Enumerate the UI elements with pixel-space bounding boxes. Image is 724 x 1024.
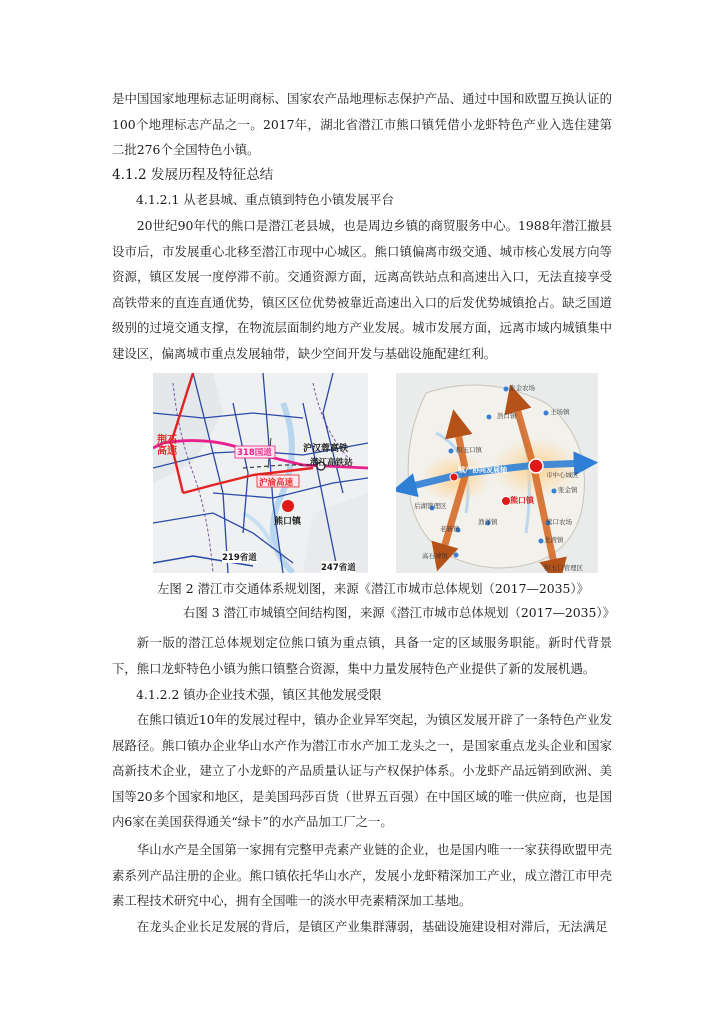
paragraph-intro: 是中国国家地理标志证明商标、国家农产品地理标志保护产品、通过中国和欧盟互换认证的100个地理标志产品之一。2017年，湖北省潜江市熊口镇凭借小龙虾特色产业入选住建第二批276个全国特色小镇。 bbox=[112, 91, 612, 157]
map-label-town-nw: 积玉口镇 bbox=[456, 446, 482, 454]
map-label-expressway-west: 荆石 高速 bbox=[157, 435, 177, 457]
subsection-heading-4-1-2-2: 4.1.2.2 镇办企业技术强，镇区其他发展受限 bbox=[136, 687, 382, 702]
map-label-town-e: 张金镇 bbox=[558, 486, 578, 494]
traffic-system-map bbox=[153, 373, 368, 573]
subsection-heading-4-1-2-1: 4.1.2.1 从老县城、重点镇到特色小镇发展平台 bbox=[136, 192, 394, 207]
figure-caption-left: 左图 2 潜江市交通体系规划图，来源《潜江市城市总体规划（2017—2035）》 bbox=[157, 581, 589, 596]
map-label-town-sw2: 渔洋镇 bbox=[478, 518, 498, 526]
map-label-town-w: 后湖管理区 bbox=[414, 502, 447, 510]
map-label-hurong-exp: 沪渝高速 bbox=[259, 478, 294, 488]
map-label-xiongkou-town: 熊口镇 bbox=[510, 496, 534, 505]
paragraph-huashan: 华山水产是全国第一家拥有完整甲壳素产业链的企业，也是国内唯一一家获得欧盟甲壳素系列产品注册的企业。熊口镇依托华山水产，发展小龙虾精深加工产业，成立潜江市甲壳素工程技术研究中心，拥有全国唯一的淡水甲壳素精深加工基地。 bbox=[112, 842, 612, 908]
spatial-structure-map bbox=[396, 373, 598, 573]
map-label-town-s2: 高石碑镇 bbox=[422, 552, 448, 560]
map-label-town-far-s: 积玉口管理区 bbox=[544, 564, 583, 572]
figure-caption-right: 右图 3 潜江市城镇空间结构图，来源《潜江市城市总体规划（2017—2035）》 bbox=[183, 605, 615, 620]
map-label-town-se: 龙湾镇 bbox=[544, 536, 564, 544]
paragraph-leading-enterprise: 在龙头企业长足发展的背后，是镇区产业集群薄弱，基础设施建设相对滞后，无法满足 bbox=[136, 919, 608, 934]
map-label-center: 市中心城区 bbox=[546, 471, 579, 479]
map-label-qianjiang-station: 潜江高铁站 bbox=[310, 458, 353, 468]
paragraph-history: 20世纪90年代的熊口是潜江老县城，也是周边乡镇的商贸服务中心。1988年潜江撤县设市后，市发展重心北移至潜江市现中心城区。熊口镇偏离市级交通、城市核心发展方向等资源，镇区发展一度停滞不前。交通资源方面，远离高铁站点和高速出入口，无法直接享受高铁带来的直连直通优势，镇区区位优势被靠近高速出入口的后发优势城镇抢占。缺乏国道级别的过境交通支撑，在物流层面制约地方产业发展。城市发展方面，远离市域内城镇集中建设区，偏离城市重点发展轴带，缺少空间开发与基础设施配建红利。 bbox=[112, 218, 612, 361]
section-heading-4-1-2: 4.1.2 发展历程及特征总结 bbox=[112, 167, 274, 183]
map-label-national-318: 318国道 bbox=[237, 448, 272, 458]
map-label-town-s1: 熊口农场 bbox=[546, 518, 572, 526]
map-label-town-north: 浩口镇 bbox=[497, 412, 517, 420]
map-label-xiongkou: 熊口镇 bbox=[274, 517, 302, 527]
map-label-town-ne: 王场镇 bbox=[550, 408, 570, 416]
map-label-axis: 城产协同发展轴 bbox=[458, 466, 507, 474]
map-label-hurong-hsr: 沪汉蓉高铁 bbox=[303, 444, 349, 454]
traffic-map-graphic bbox=[153, 373, 368, 573]
paragraph-enterprise: 在熊口镇近10年的发展过程中，镇办企业异军突起，为镇区发展开辟了一条特色产业发展路径。熊口镇办企业华山水产作为潜江市水产加工龙头之一，是国家重点龙头企业和国家高新技术企业，建立了小龙虾的产品质量认证与产权保护体系。小龙虾产品远销到欧洲、美国等20多个国家和地区，是美国玛莎百货（世界五百强）在中国区域的唯一供应商，也是国内6家在美国获得通关“绿卡”的水产品加工厂之一。 bbox=[112, 712, 612, 829]
paragraph-new-plan: 新一版的潜江总体规划定位熊口镇为重点镇，具备一定的区域服务职能。新时代背景下，熊口龙虾特色小镇为熊口镇整合资源，集中力量发展特色产业提供了新的发展机遇。 bbox=[112, 635, 612, 676]
map-label-national-219: 219省道 bbox=[222, 553, 257, 563]
map-label-town-far-n: 张金农场 bbox=[509, 384, 535, 392]
map-label-national-247: 247省道 bbox=[321, 563, 356, 573]
map-label-town-sw1: 老新镇 bbox=[440, 525, 460, 533]
